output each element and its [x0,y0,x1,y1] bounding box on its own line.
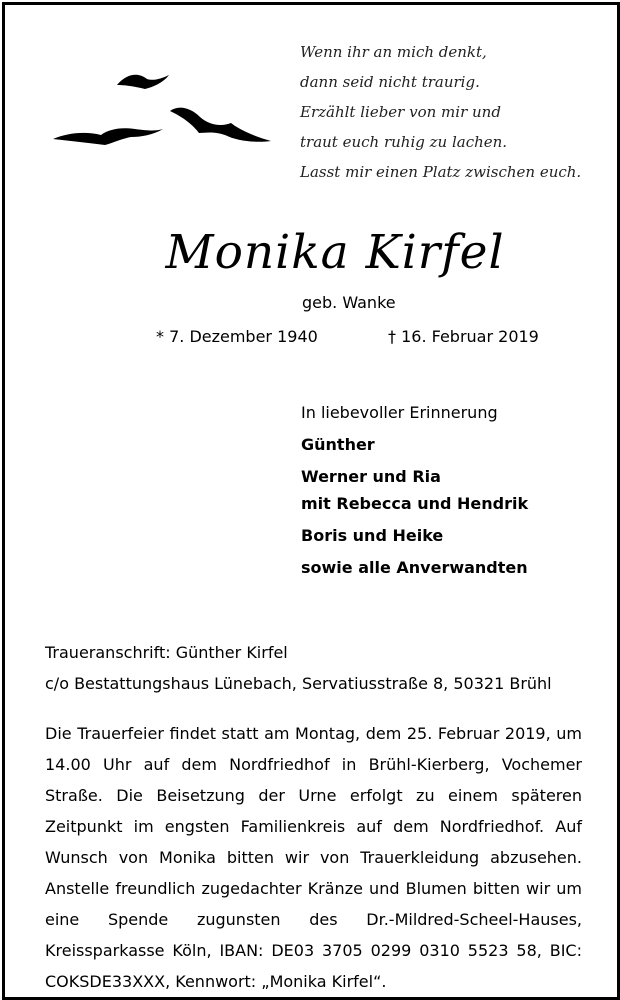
birth-date: * 7. Dezember 1940 [156,327,318,346]
poem-line: Erzählt lieber von mir und [300,103,501,121]
bird-icon [117,75,169,89]
mourners-block [301,403,528,577]
birds-icon [45,63,285,163]
poem-line: Wenn ihr an mich denkt, [300,43,487,61]
mourner-name: Boris und Heike [301,526,444,545]
mourning-address [45,637,552,699]
maiden-name: geb. Wanke [302,293,396,312]
obituary-notice [2,2,620,1000]
poem-line: Lasst mir einen Platz zwischen euch. [300,163,582,181]
service-details: Die Trauerfeier findet statt am Montag, dem 25. Februar 2019, um 14.00 Uhr auf dem Nordfriedhof in Brühl-Kierberg, Vochemer Straße. Die Beisetzung der Urne erfolgt zu einem späteren Zeitpunkt im engsten Familienkreis auf dem Nordfriedhof. Auf Wunsch von Monika bitten wir von Trauerkleidung abzusehen. Anstelle freundlich zugedachter Kränze und Blumen bitten wir um eine Spende zugunsten des Dr.-Mildred-Scheel-Hauses, Kreissparkasse Köln, IBAN: DE03 3705 0299 0310 5523 58, BIC: COKSDE33XXX, Kennwort: „Monika Kirfel“. [45,724,582,991]
poem-line: traut euch ruhig zu lachen. [300,133,508,151]
mourner-name: Werner und Ria [301,467,441,486]
death-date: † 16. Februar 2019 [388,327,539,346]
address-line: c/o Bestattungshaus Lünebach, Servatiusstraße 8, 50321 Brühl [45,674,552,693]
mourner-name: mit Rebecca und Hendrik [301,494,529,513]
address-line: Traueranschrift: Günther Kirfel [45,643,288,662]
mourner-name: Günther [301,435,375,454]
memorial-poem [300,37,600,187]
bird-icon [53,128,163,145]
mourners-intro: In liebevoller Erinnerung [301,403,498,422]
bird-icon [170,108,271,142]
poem-line: dann seid nicht traurig. [300,73,480,91]
mourner-name: sowie alle Anverwandten [301,558,528,577]
deceased-name: Monika Kirfel [165,225,505,280]
